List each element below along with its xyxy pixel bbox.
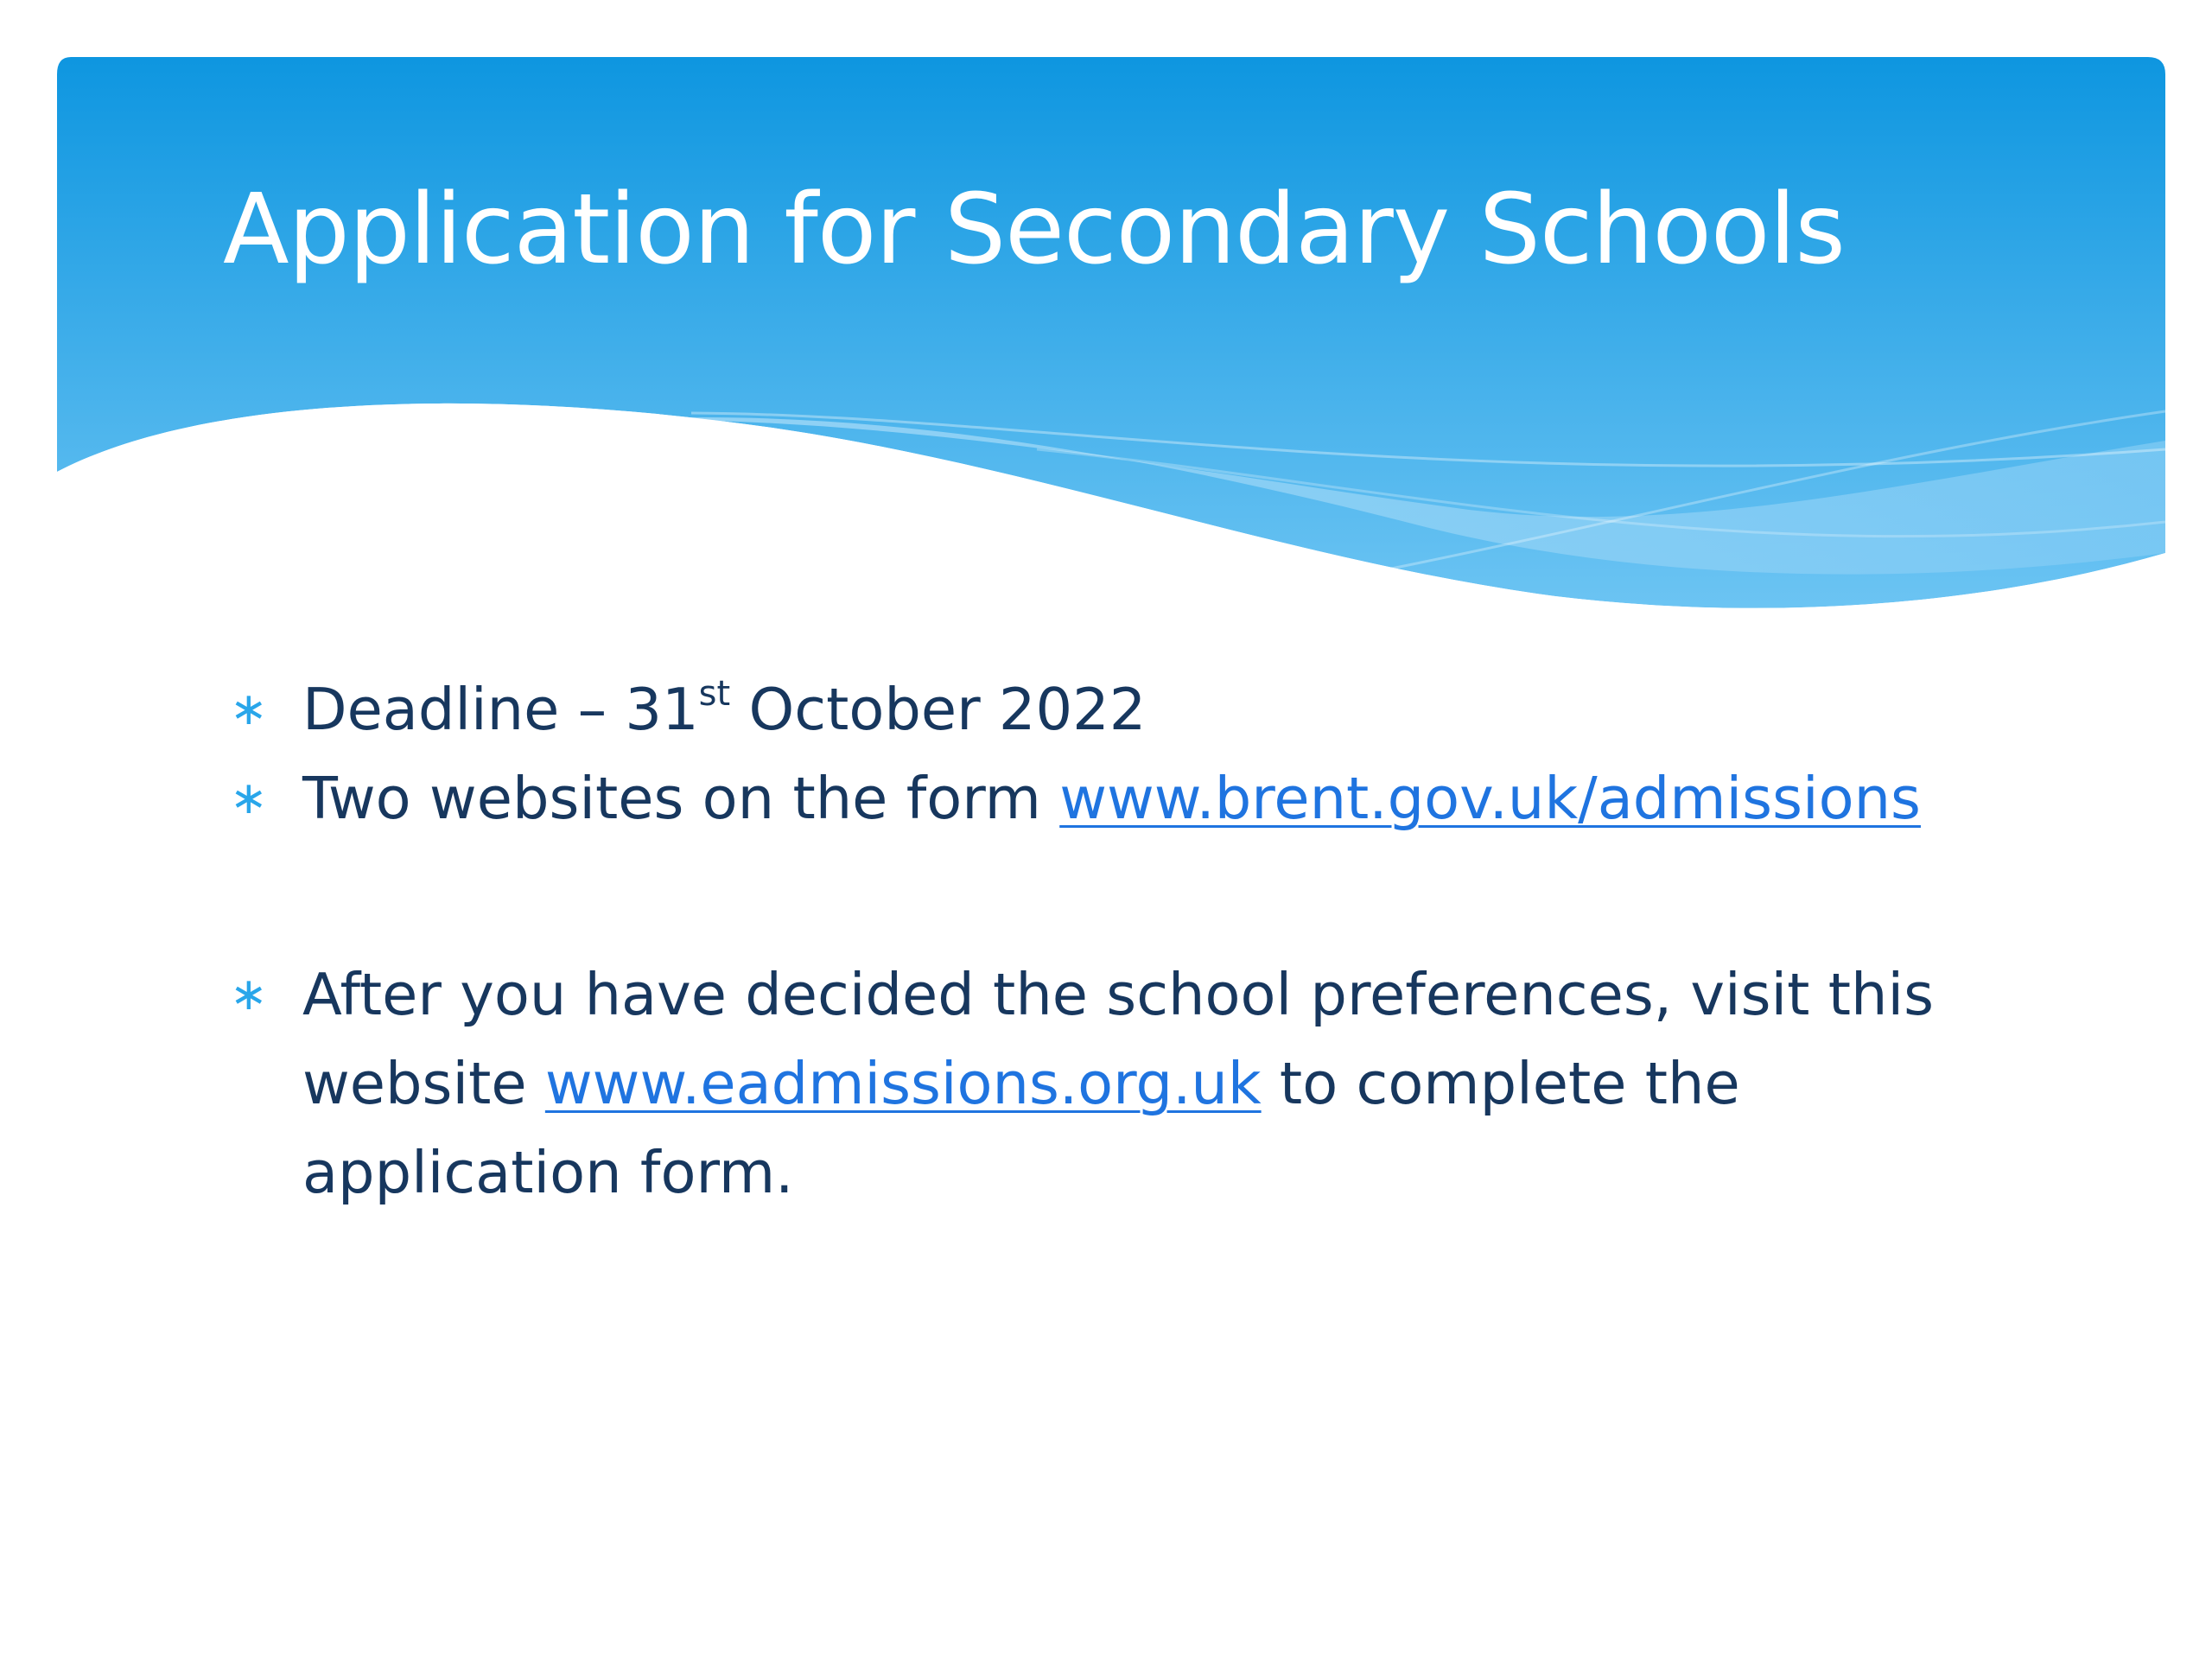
asterisk-bullet-icon: ∗ <box>230 969 268 1020</box>
bullet-deadline <box>230 665 2131 754</box>
slide-title: Application for Secondary Schools <box>223 174 1845 286</box>
deadline-text-end: October 2022 <box>730 676 1147 743</box>
bullet-websites <box>230 754 2131 843</box>
header-banner <box>0 0 2212 622</box>
websites-text: Two websites on the form <box>302 765 1060 832</box>
deadline-text: Deadline – 31 <box>302 676 699 743</box>
eadmissions-line2-start: website <box>302 1050 545 1117</box>
eadmissions-line3: application form. <box>302 1139 794 1206</box>
eadmissions-line1: After you have decided the school preferences, visit this <box>302 961 1934 1028</box>
brent-admissions-link[interactable]: www.brent.gov.uk/admissions <box>1059 765 1921 832</box>
deadline-superscript: st <box>698 674 731 714</box>
bullet-list <box>230 665 2131 1217</box>
eadmissions-link[interactable]: www.eadmissions.org.uk <box>544 1050 1262 1117</box>
asterisk-bullet-icon: ∗ <box>230 772 268 824</box>
bullet-eadmissions <box>230 950 2131 1217</box>
asterisk-bullet-icon: ∗ <box>230 683 268 735</box>
eadmissions-line2-end: to complete the <box>1261 1050 1740 1117</box>
